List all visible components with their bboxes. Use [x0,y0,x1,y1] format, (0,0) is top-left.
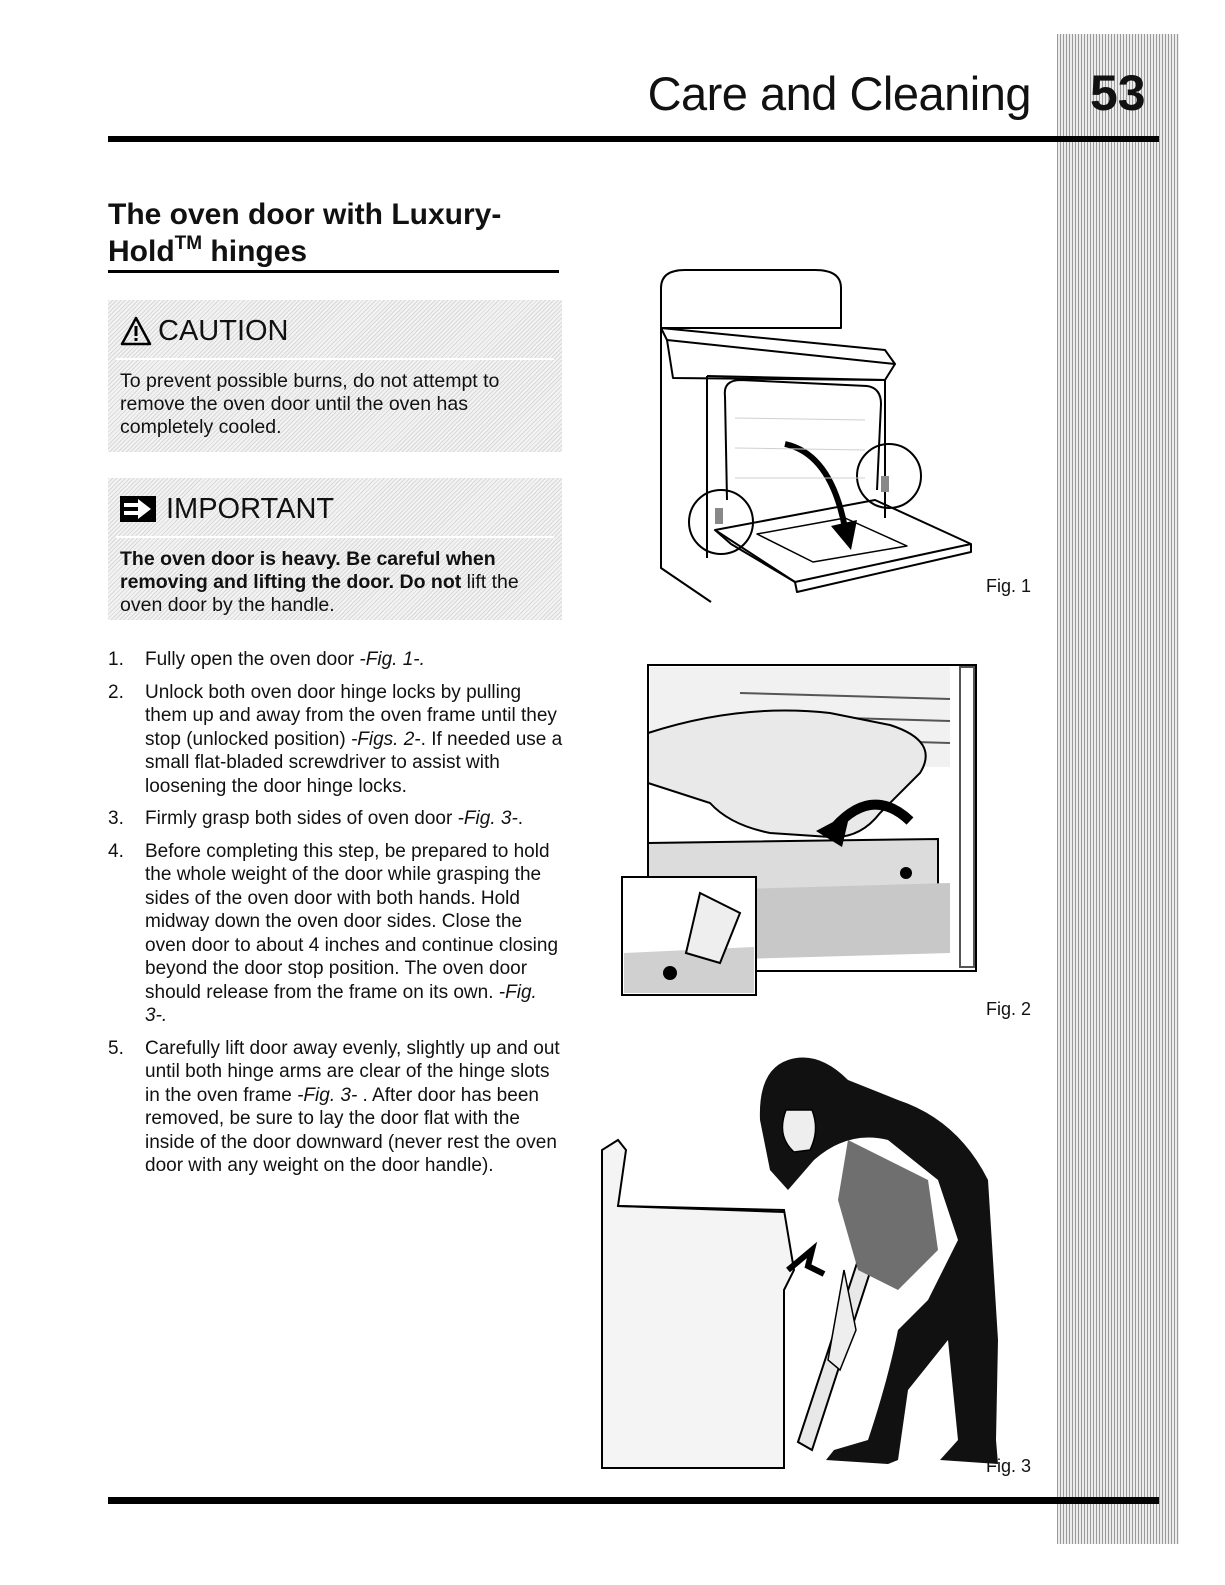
figure-1-oven-open-illustration [645,268,980,613]
step-text: Fully open the oven door [145,649,360,670]
caution-text: To prevent possible burns, do not attempt to remove the oven door until the oven has completely cooled. [120,370,500,438]
step-number: 2. [108,681,124,703]
step-text: Before completing this step, be prepared to hold the whole weight of the door while grasping the sides of the oven door with both hands. Hold midway down the oven door sides. Close the oven door to about 4 inches and continue closing beyond the door stop position. The oven door should release from the frame on its own. [145,840,559,1003]
page-title: Care and Cleaning [647,67,1031,120]
page-number: 53 [1090,65,1146,121]
important-text-normal: lift the oven door by the handle. [120,571,519,616]
step-text: Firmly grasp both sides of oven door [145,808,458,829]
step-number: 5. [108,1037,124,1059]
figure-1-label: Fig. 1 [986,576,1032,596]
step-figure-ref: -Fig. 3-. [145,981,537,1026]
step-item [108,840,563,1028]
steps-list [108,648,563,1187]
important-text-bold: The oven door is heavy. Be careful when removing and lifting the door. Do not [120,548,496,593]
figure-2-label: Fig. 2 [986,999,1032,1019]
step-figure-ref: -Figs. 2- [350,728,421,750]
footer-rule [108,1497,1159,1504]
step-figure-ref: -Fig. 3- [297,1084,363,1106]
arrow-right-icon [120,496,156,522]
step-text-after: . After door has been removed, be sure to lay the door flat with the inside of the door downward (never rest the oven door with any weight on the door handle). [145,1084,557,1176]
important-text [108,538,562,625]
step-text-after: . [517,808,524,829]
figure-2-hinge-lock-illustration [620,663,980,998]
caution-header [108,300,562,352]
step-text: Unlock both oven door hinge locks by pulling them up and away from the oven frame until they stop (unlocked position) [145,681,557,750]
step-figure-ref: -Fig. 3- [457,808,518,829]
step-number: 4. [108,840,124,862]
step-figure-ref: -Fig. 1-. [359,649,425,670]
header-rule [108,136,1159,142]
trademark: TM [174,233,203,254]
caution-label: CAUTION [158,314,289,347]
caution-box [108,300,562,452]
step-number: 1. [108,649,124,670]
section-title [108,196,558,270]
warning-triangle-icon [120,316,152,346]
important-box [108,478,562,620]
step-item [108,681,563,799]
figure-3-door-removal-illustration [598,1040,1018,1480]
section-title-line2-end: hinges [202,235,308,268]
section-title-line1: The oven door with Luxury- [108,198,502,231]
important-header [108,478,562,530]
margin-stripe [1057,34,1179,1544]
step-text-after: . If needed use a small flat-bladed screwdriver to assist with loosening the door hinge locks. [145,728,563,797]
figure-3-label: Fig. 3 [986,1456,1032,1476]
section-rule [108,270,559,273]
step-text: Carefully lift door away evenly, slightly up and out until both hinge arms are clear of the hinge slots in the oven frame [145,1037,560,1106]
section-title-line2: Hold [108,235,175,268]
important-label: IMPORTANT [166,492,335,525]
step-item [108,648,563,672]
step-item [108,1037,563,1178]
step-number: 3. [108,808,124,829]
step-item [108,807,563,831]
